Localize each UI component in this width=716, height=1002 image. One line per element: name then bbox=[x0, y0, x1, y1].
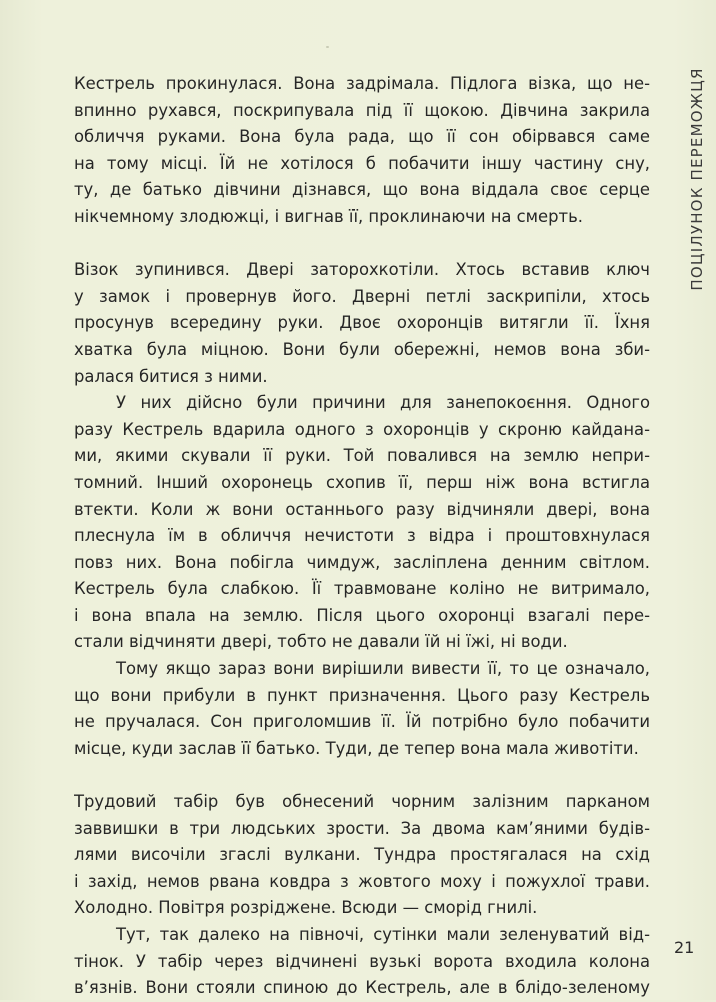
text-line: нікчемному злодюжці, і вигнав її, проклинаючи на смерть. bbox=[74, 206, 583, 226]
text-line: Кестрель була слабкою. Її травмоване коліно не витримало, bbox=[74, 579, 650, 599]
text-line: заввишки в три людських зрости. За двома кам’яними будів- bbox=[74, 818, 650, 838]
text-line: У них дійсно були причини для занепокоєння. Одного bbox=[116, 393, 650, 413]
paper-speck bbox=[326, 46, 329, 48]
text-line: стали відчиняти двері, тобто не давали їй ні їжі, ні води. bbox=[74, 632, 568, 652]
running-head bbox=[684, 67, 710, 291]
text-line: не пручалася. Сон приголомшив її. Їй потрібно було побачити bbox=[74, 712, 650, 732]
text-line: у замок і провернув його. Дверні петлі заскрипіли, хтось bbox=[74, 286, 650, 306]
text-line: і захід, немов рвана ковдра з жовтого моху і пожухлої трави. bbox=[74, 871, 650, 891]
text-line: місце, куди заслав її батько. Туди, де тепер вона мала животіти. bbox=[74, 738, 639, 758]
text-line: і вона впала на землю. Після цього охоронці взагалі пере- bbox=[74, 605, 650, 625]
text-line: ралася битися з ними. bbox=[74, 366, 268, 386]
text-line: просунув всередину руки. Двоє охоронців витягли її. Їхня bbox=[74, 313, 650, 333]
text-line: що вони прибули в пункт призначення. Цього разу Кестрель bbox=[74, 685, 650, 705]
text-line: плеснула їм в обличчя нечистоти з відра і проштовхнулася bbox=[74, 526, 650, 546]
text-line: впинно рухався, поскрипувала під її щокою. Дівчина закрила bbox=[74, 100, 650, 120]
text-line: разу Кестрель вдарила одного з охоронців у скроню кайдана- bbox=[74, 419, 650, 439]
section-break bbox=[74, 231, 650, 258]
section-break bbox=[74, 762, 650, 789]
text-line: Візок зупинився. Двері заторохкотіли. Хтось вставив ключ bbox=[74, 260, 650, 280]
page-number: 21 bbox=[674, 938, 695, 957]
text-line: на тому місці. Їй не хотілося б побачити іншу частину сну, bbox=[74, 153, 650, 173]
body-text bbox=[74, 71, 650, 1002]
text-line: ту, де батько дівчини дізнався, що вона віддала своє серце bbox=[74, 180, 650, 200]
text-line: хватка була міцною. Вони були обережні, немов вона зби- bbox=[74, 339, 650, 359]
text-line: лями височіли згаслі вулкани. Тундра простягалася на схід bbox=[74, 845, 650, 865]
text-line: Кестрель прокинулася. Вона задрімала. Підлога візка, що не- bbox=[74, 74, 650, 93]
text-line: в’язнів. Вони стояли спиною до Кестрель, але в блідо-зеленому bbox=[74, 978, 650, 998]
text-line: повз них. Вона побігла чимдуж, засліплена денним світлом. bbox=[74, 552, 650, 572]
text-line: Трудовий табір був обнесений чорним залізним парканом bbox=[74, 792, 650, 812]
text-line: томний. Інший охоронець схопив її, перш ніж вона встигла bbox=[74, 472, 650, 492]
text-line: ми, якими скували її руки. Той повалився на землю непри- bbox=[74, 446, 650, 466]
text-line: обличчя руками. Вона була рада, що її сон обірвався саме bbox=[74, 127, 650, 147]
text-line: Холодно. Повітря розріджене. Всюди — сморід гнилі. bbox=[74, 898, 538, 918]
text-line: втекти. Коли ж вони останнього разу відчиняли двері, вона bbox=[74, 499, 650, 519]
running-head-title: ПОЦІЛУНОК ПЕРЕМОЖЦЯ bbox=[688, 67, 706, 291]
text-line: Тому якщо зараз вони вирішили вивести її, то це означало, bbox=[116, 659, 650, 679]
text-line: тінок. У табір через відчинені вузькі ворота входила колона bbox=[74, 951, 650, 971]
text-line: Тут, так далеко на півночі, сутінки мали зеленуватий від- bbox=[116, 925, 650, 944]
